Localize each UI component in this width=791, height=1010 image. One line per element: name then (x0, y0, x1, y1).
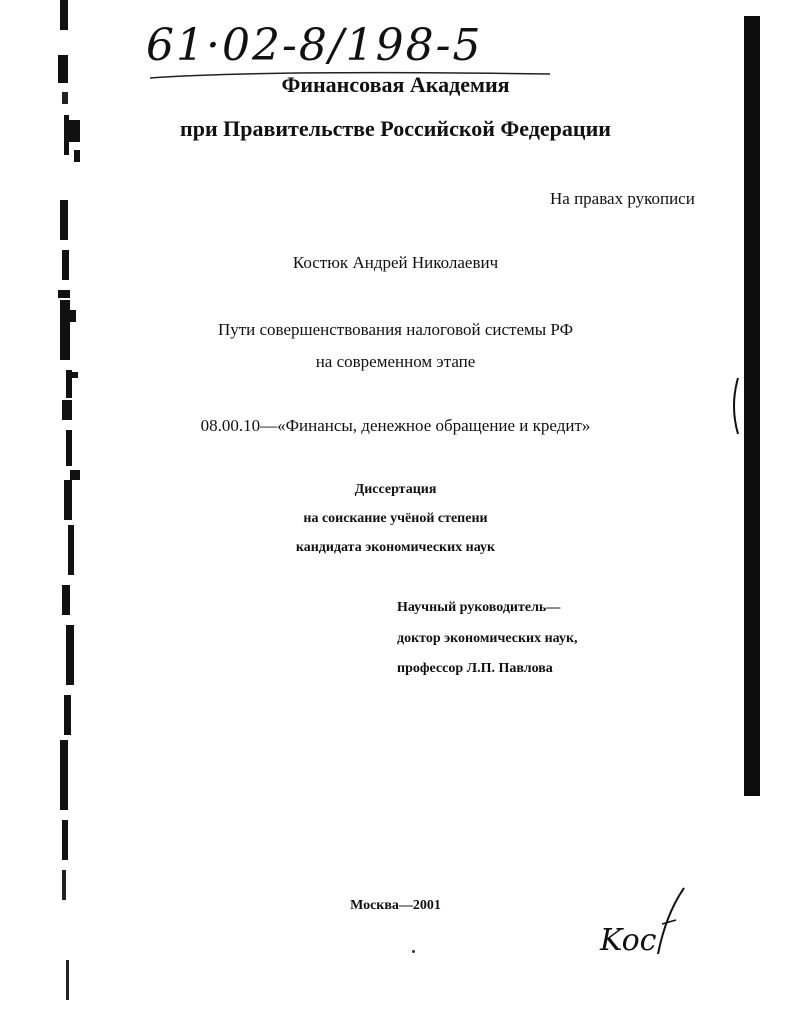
supervisor-name: профессор Л.П. Павлова (397, 661, 553, 676)
city-year: Москва—2001 (350, 898, 441, 913)
scan-binding-edge (0, 0, 100, 1010)
degree-purpose: на соискание учёной степени (303, 511, 488, 526)
manuscript-note: На правах рукописи (550, 189, 695, 208)
handwritten-code-text: 61·02-8/198-5 (146, 20, 483, 71)
signature-text: Koc (600, 923, 657, 958)
supervisor-heading: Научный руководитель— (397, 600, 561, 615)
specialty-code: 08.00.10—«Финансы, денежное обращение и кредит» (200, 416, 591, 435)
degree-name: кандидата экономических наук (295, 540, 496, 555)
handwritten-archive-code (140, 4, 560, 82)
dissertation-title-line-2: на современном этапе (315, 352, 476, 371)
organization-name: Финансовая Академия (281, 72, 510, 97)
author-name: Костюк Андрей Николаевич (292, 253, 499, 272)
handwritten-signature (596, 884, 686, 964)
dissertation-title-line-1: Пути совершенствования налоговой системы РФ (217, 320, 574, 339)
degree-heading: Диссертация (354, 482, 437, 497)
supervisor-degree: доктор экономических наук, (397, 631, 578, 646)
organization-affiliation: при Правительстве Российской Федерации (180, 116, 611, 141)
scan-dot (412, 950, 415, 953)
